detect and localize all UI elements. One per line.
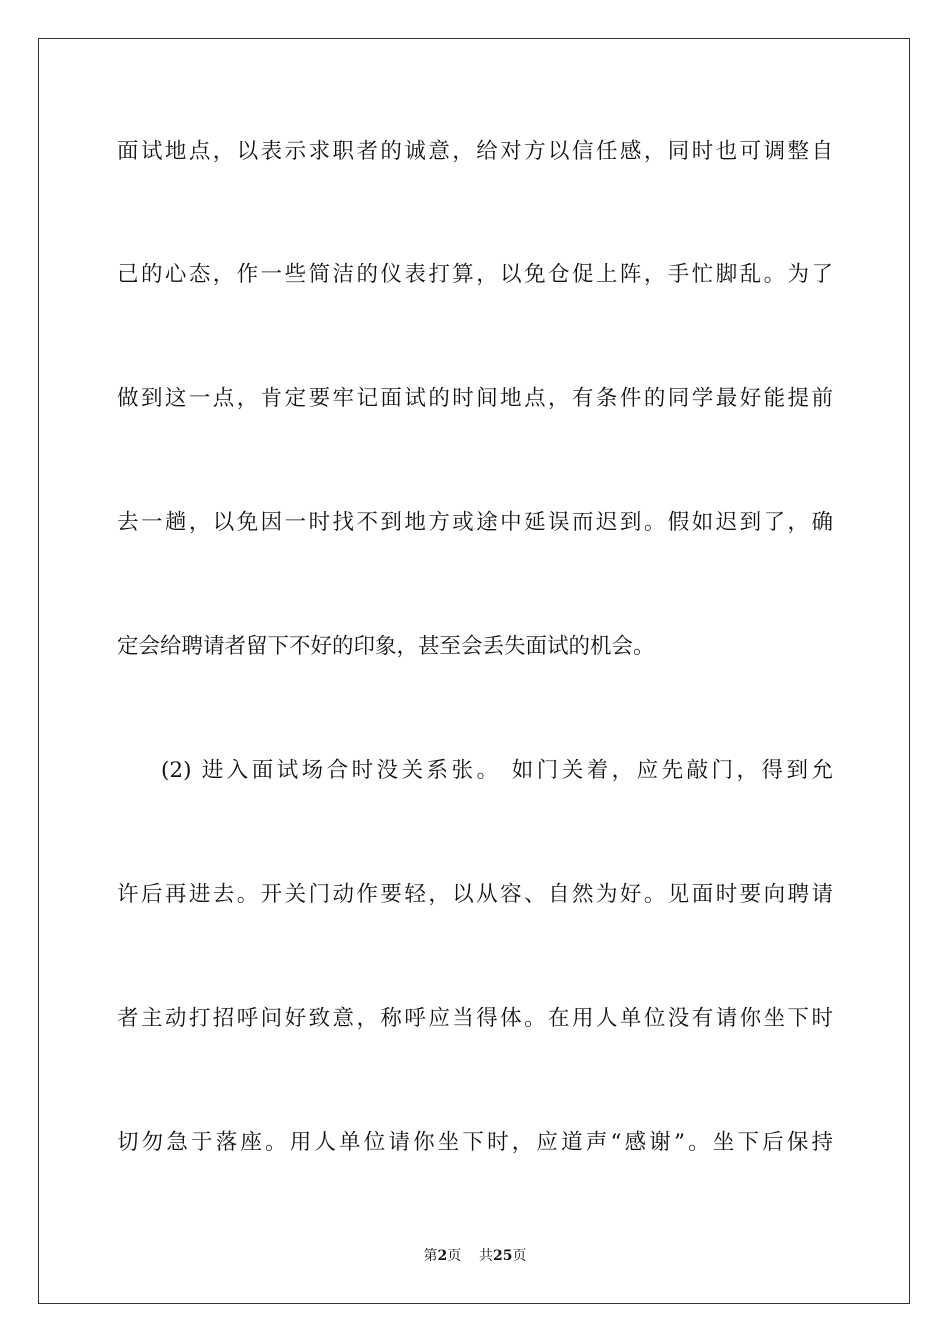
- footer-page-prefix: 第: [423, 1248, 438, 1264]
- footer-total-suffix: 页: [512, 1248, 527, 1264]
- section-heading-line: (2) 进入面试场合时没关系张。 如门关着，应先敲门，得到允: [161, 758, 833, 783]
- body-text-line: 者主动打招呼问好致意，称呼应当得体。在用人单位没有请你坐下时: [117, 1006, 833, 1031]
- body-text-line: 许后再进去。开关门动作要轻，以从容、自然为好。见面时要向聘请: [117, 882, 833, 907]
- body-text-line: 切勿急于落座。用人单位请你坐下时，应道声“感谢”。坐下后保持: [117, 1130, 833, 1155]
- body-text-line: 面试地点，以表示求职者的诚意，给对方以信任感，同时也可调整自: [117, 139, 833, 164]
- body-text-line: 己的心态，作一些简洁的仪表打算，以免仓促上阵，手忙脚乱。为了: [117, 262, 833, 287]
- footer-total-prefix: 共: [479, 1248, 494, 1264]
- footer-page-number: 2: [437, 1248, 448, 1264]
- body-text-line: 定会给聘请者留下不好的印象，甚至会丢失面试的机会。: [117, 634, 655, 659]
- footer-page-suffix: 页: [447, 1248, 462, 1264]
- footer-total-pages: 25: [493, 1248, 513, 1264]
- body-text-line: 做到这一点，肯定要牢记面试的时间地点，有条件的同学最好能提前: [117, 386, 833, 411]
- page-border: [38, 38, 910, 1304]
- page-footer: [0, 1246, 950, 1266]
- body-text-line: 去一趟，以免因一时找不到地方或途中延误而迟到。假如迟到了，确: [117, 510, 833, 535]
